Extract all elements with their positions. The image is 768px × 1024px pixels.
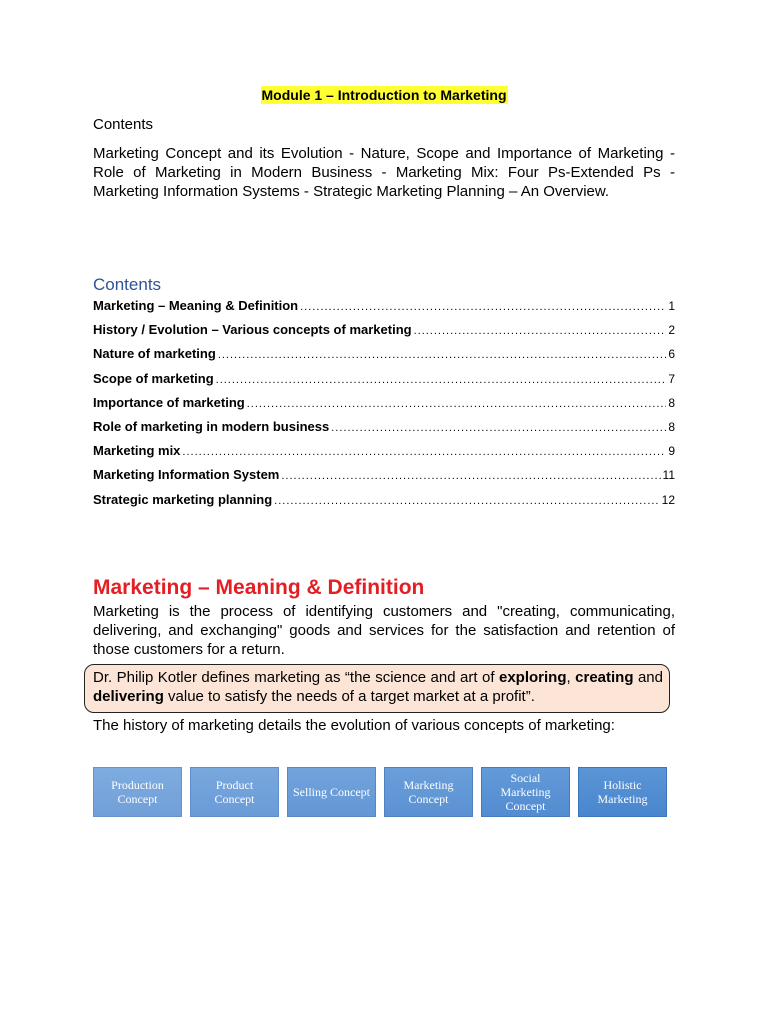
- toc-entry[interactable]: [93, 467, 675, 491]
- toc-entry[interactable]: [93, 346, 675, 370]
- toc-entry-title[interactable]: Marketing mix: [93, 443, 181, 459]
- toc-entry-title[interactable]: Importance of marketing: [93, 394, 245, 410]
- toc-entry-page[interactable]: 1: [668, 299, 675, 313]
- toc-leader-dots: [218, 349, 667, 361]
- concept-box-holistic-marketing: Holistic Marketing: [578, 767, 667, 817]
- toc-entry-title[interactable]: Marketing – Meaning & Definition: [93, 298, 299, 313]
- toc-entry-page[interactable]: 8: [668, 419, 675, 434]
- toc-leader-dots: [331, 422, 666, 434]
- toc-entry-title[interactable]: Role of marketing in modern business: [93, 418, 330, 434]
- toc-entry-page[interactable]: 8: [668, 395, 675, 410]
- concepts-flow-diagram: [93, 767, 675, 819]
- toc-entry[interactable]: [93, 371, 675, 395]
- contents-label: Contents: [93, 116, 154, 133]
- quote-text: ,: [566, 669, 576, 686]
- kotler-quote-box: [84, 664, 670, 713]
- toc-leader-dots: [247, 398, 667, 410]
- toc-leader-dots: [274, 495, 659, 507]
- toc-entry-title[interactable]: Marketing Information System: [93, 467, 280, 483]
- toc-entry-title[interactable]: Strategic marketing planning: [93, 491, 273, 507]
- table-of-contents: [93, 298, 675, 516]
- module-summary: Marketing Concept and its Evolution - Nature, Scope and Importance of Marketing - Role of Marketing in Modern Business - Marketing Mix: Four Ps-Extended Ps - Marketing Information Systems - Strategic Marketing Planning – An Overview.: [93, 145, 675, 200]
- concept-box-production: Production Concept: [93, 767, 182, 817]
- definition-paragraph: Marketing is the process of identifying customers and "creating, communicating, delivering, and exchanging" goods and services for the satisfaction and retention of those customers for a return.: [93, 603, 675, 658]
- concept-box-social-marketing: Social Marketing Concept: [481, 767, 570, 817]
- section-heading: Marketing – Meaning & Definition: [93, 576, 425, 599]
- quote-bold-creating: creating: [575, 669, 634, 686]
- toc-entry-page[interactable]: 6: [668, 347, 675, 362]
- toc-leader-dots: [414, 325, 667, 337]
- toc-entry[interactable]: [93, 419, 675, 443]
- concept-box-marketing: Marketing Concept: [384, 767, 473, 817]
- toc-entry-page[interactable]: 11: [662, 468, 675, 483]
- concept-box-product: Product Concept: [190, 767, 279, 817]
- toc-entry-title[interactable]: Nature of marketing: [93, 346, 216, 362]
- toc-entry-title[interactable]: Scope of marketing: [93, 370, 214, 386]
- toc-entry[interactable]: [93, 492, 675, 516]
- toc-heading: Contents: [93, 275, 162, 294]
- toc-entry-page[interactable]: 9: [668, 444, 675, 459]
- toc-leader-dots: [182, 446, 666, 458]
- toc-entry[interactable]: [93, 322, 675, 346]
- module-title-highlight: Module 1 – Introduction to Marketing: [261, 87, 507, 103]
- toc-entry[interactable]: [93, 395, 675, 419]
- toc-leader-dots: [281, 470, 660, 482]
- toc-leader-dots: [300, 301, 666, 313]
- quote-text: Dr. Philip Kotler defines marketing as “the science and art of: [93, 669, 499, 686]
- module-title: [93, 87, 675, 103]
- concept-box-selling: Selling Concept: [287, 767, 376, 817]
- quote-text: value to satisfy the needs of a target market at a profit”.: [163, 688, 535, 705]
- toc-entry[interactable]: [93, 443, 675, 467]
- toc-entry-page[interactable]: 12: [661, 492, 675, 507]
- quote-bold-exploring: exploring: [498, 669, 567, 686]
- toc-entry[interactable]: [93, 298, 675, 322]
- toc-entry-page[interactable]: 2: [668, 323, 675, 338]
- toc-leader-dots: [216, 374, 667, 386]
- quote-text: and: [633, 669, 663, 686]
- quote-bold-delivering: delivering: [93, 688, 164, 705]
- history-paragraph: The history of marketing details the evolution of various concepts of marketing:: [93, 717, 615, 734]
- toc-entry-title[interactable]: History / Evolution – Various concepts of marketing: [93, 322, 412, 338]
- toc-entry-page[interactable]: 7: [668, 371, 675, 386]
